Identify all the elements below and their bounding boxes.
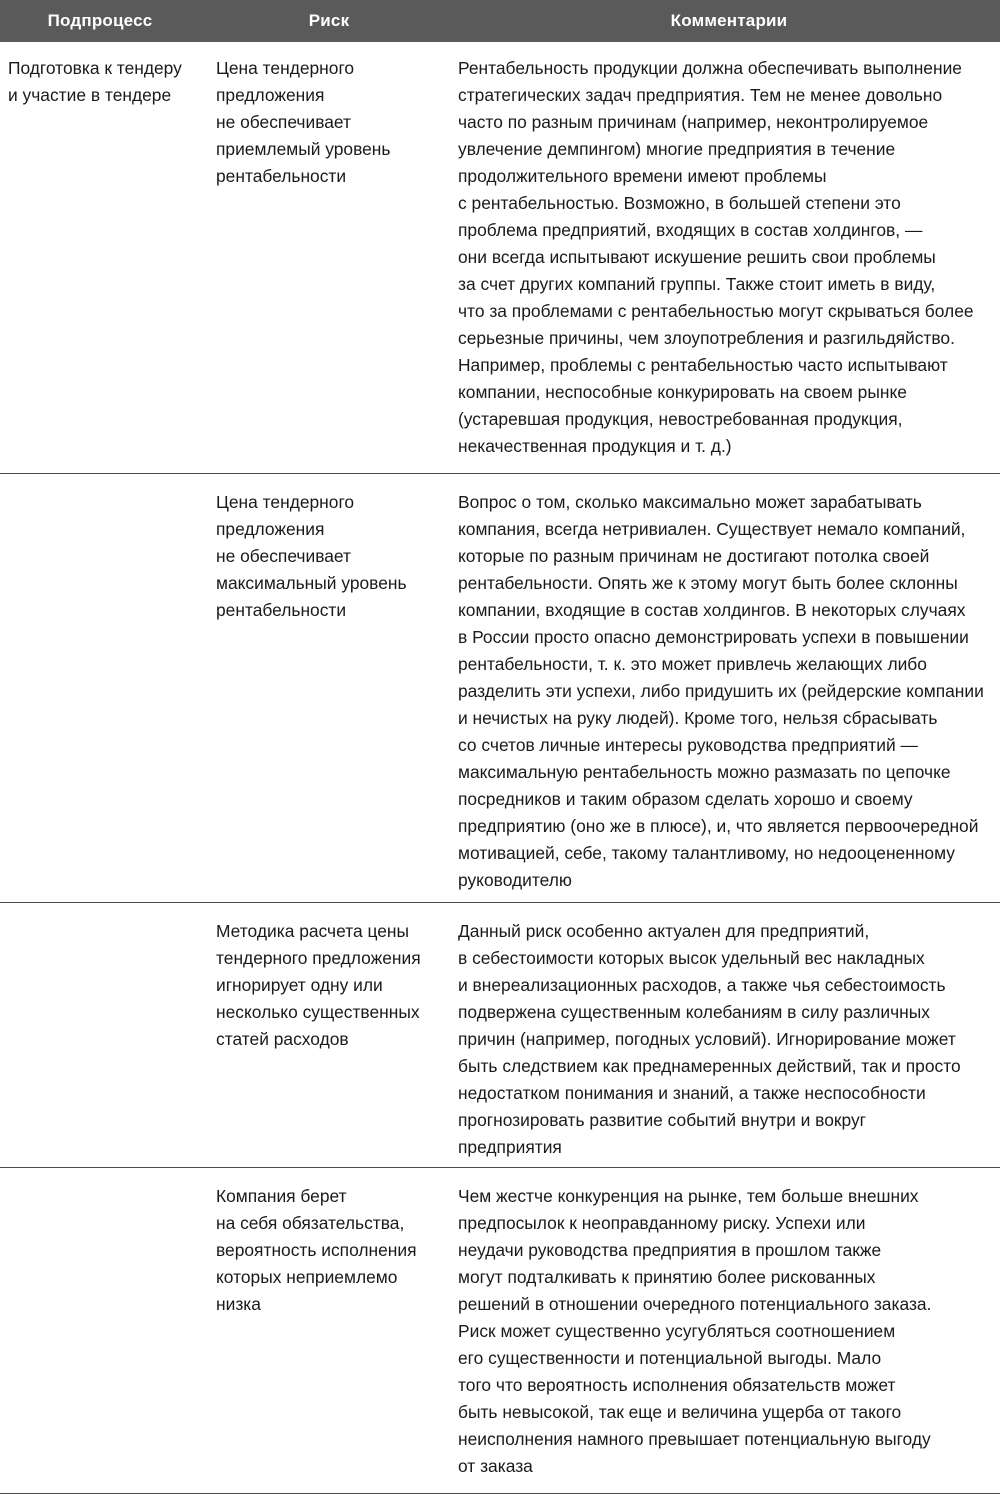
cell-text-line: предприятия — [458, 1137, 562, 1157]
cell-text-line: не обеспечивает — [216, 112, 351, 132]
cell-text-line: и участие в тендере — [8, 85, 172, 105]
cell-text-line: мотивацией, себе, такому талантливому, но недооцененному — [458, 843, 955, 863]
cell-text-line: Цена тендерного — [216, 58, 355, 78]
cell-text-line: Подготовка к тендеру — [8, 58, 182, 78]
cell-text-line: Чем жестче конкуренция на рынке, тем больше внешних — [458, 1186, 919, 1206]
cell-text-line: Компания берет — [216, 1186, 347, 1206]
cell-text-line: и внереализационных расходов, а также чья себестоимость — [458, 975, 946, 995]
header-comments: Комментарии — [670, 11, 788, 30]
cell-text-line: Методика расчета цены — [216, 921, 410, 941]
cell-text-line: неудачи руководства предприятия в прошлом также — [458, 1240, 882, 1260]
cell-text-line: максимальный уровень — [216, 573, 407, 593]
cell-text-line: вероятность исполнения — [216, 1240, 417, 1260]
risk-cell — [200, 918, 458, 1167]
cell-text-line: не обеспечивает — [216, 546, 351, 566]
cell-text-line: на себя обязательства, — [216, 1213, 405, 1233]
cell-text-line: приемлемый уровень — [216, 139, 391, 159]
cell-text-line: предпосылок к неоправданному риску. Успехи или — [458, 1213, 866, 1233]
cell-text-line: компании, неспособные конкурировать на своем рынке — [458, 382, 907, 402]
comments-cell — [458, 55, 1000, 473]
cell-text-line: часто по разным причинам (например, неконтролируемое — [458, 112, 929, 132]
cell-text-line: проблема предприятий, входящих в состав холдингов, — — [458, 220, 923, 240]
cell-text-line: которые по разным причинам не достигают потолка своей — [458, 546, 930, 566]
cell-text-line: тендерного предложения — [216, 948, 421, 968]
cell-text-line: посредников и таким образом сделать хорошо и своему — [458, 789, 913, 809]
risk-cell — [200, 489, 458, 902]
cell-text-line: некачественная продукция и т. д.) — [458, 436, 732, 456]
cell-text-line: компании, входящие в состав холдингов. В некоторых случаях — [458, 600, 966, 620]
subprocess-cell — [0, 55, 200, 473]
cell-text-line: рентабельности, т. к. это может привлечь желающих либо — [458, 654, 927, 674]
cell-text-line: быть следствием как преднамеренных действий, так и просто — [458, 1056, 961, 1076]
header-risk: Риск — [308, 11, 350, 30]
cell-text-line: рентабельности. Опять же к этому могут быть более склонны — [458, 573, 958, 593]
cell-text-line: статей расходов — [216, 1029, 349, 1049]
cell-text-line: в себестоимости которых высок удельный вес накладных — [458, 948, 925, 968]
cell-text-line: Цена тендерного — [216, 492, 355, 512]
cell-text-line: причин (например, погодных условий). Игнорирование может — [458, 1029, 956, 1049]
cell-text-line: решений в отношении очередного потенциального заказа. — [458, 1294, 932, 1314]
cell-text-line: Риск может существенно усугубляться соотношением — [458, 1321, 896, 1341]
cell-text-line: предприятию (оно же в плюсе), и, что является первоочередной — [458, 816, 979, 836]
cell-text-line: они всегда испытывают искушение решить свои проблемы — [458, 247, 936, 267]
cell-text-line: с рентабельностью. Возможно, в большей степени это — [458, 193, 901, 213]
subprocess-cell — [0, 489, 200, 902]
comments-cell — [458, 489, 1000, 902]
risk-cell — [200, 1183, 458, 1493]
header-subprocess: Подпроцесс — [47, 11, 153, 30]
table-row — [0, 474, 1000, 903]
cell-text-line: компания, всегда нетривиален. Существует немало компаний, — [458, 519, 966, 539]
cell-text-line: в России просто опасно демонстрировать успехи в повышении — [458, 627, 969, 647]
table-header — [0, 0, 1000, 42]
subprocess-cell — [0, 918, 200, 1167]
cell-text-line: Вопрос о том, сколько максимально может зарабатывать — [458, 492, 922, 512]
cell-text-line: предложения — [216, 85, 325, 105]
table-row — [0, 42, 1000, 474]
cell-text-line: игнорирует одну или — [216, 975, 383, 995]
cell-text-line: предложения — [216, 519, 325, 539]
subprocess-cell — [0, 1183, 200, 1493]
cell-text-line: неисполнения намного превышает потенциальную выгоду — [458, 1429, 931, 1449]
cell-text-line: прогнозировать развитие событий внутри и вокруг — [458, 1110, 867, 1130]
cell-text-line: максимальную рентабельность можно размазать по цепочке — [458, 762, 951, 782]
cell-text-line: увлечение демпингом) многие предприятия в течение — [458, 139, 896, 159]
cell-text-line: стратегических задач предприятия. Тем не менее довольно — [458, 85, 943, 105]
cell-text-line: продолжительного времени имеют проблемы — [458, 166, 827, 186]
cell-text-line: со счетов личные интересы руководства предприятий — — [458, 735, 918, 755]
cell-text-line: которых неприемлемо — [216, 1267, 398, 1287]
cell-text-line: за счет других компаний группы. Также стоит иметь в виду, — [458, 274, 936, 294]
cell-text-line: руководителю — [458, 870, 572, 890]
cell-text-line: Например, проблемы с рентабельностью часто испытывают — [458, 355, 948, 375]
cell-text-line: рентабельности — [216, 166, 347, 186]
cell-text-line: Данный риск особенно актуален для предприятий, — [458, 921, 870, 941]
comments-cell — [458, 918, 1000, 1167]
cell-text-line: разделить эти успехи, либо придушить их (рейдерские компании — [458, 681, 984, 701]
table-row — [0, 1168, 1000, 1494]
cell-text-line: несколько существенных — [216, 1002, 420, 1022]
cell-text-line: от заказа — [458, 1456, 533, 1476]
cell-text-line: (устаревшая продукция, невостребованная продукция, — [458, 409, 903, 429]
cell-text-line: Рентабельность продукции должна обеспечивать выполнение — [458, 58, 962, 78]
cell-text-line: его существенности и потенциальной выгоды. Мало — [458, 1348, 882, 1368]
cell-text-line: недостатком понимания и знаний, а также неспособности — [458, 1083, 926, 1103]
cell-text-line: и нечистых на руку людей). Кроме того, нельзя сбрасывать — [458, 708, 938, 728]
cell-text-line: подвержена существенным колебаниям в силу различных — [458, 1002, 930, 1022]
risk-cell — [200, 55, 458, 473]
cell-text-line: что за проблемами с рентабельностью могут скрываться более — [458, 301, 974, 321]
cell-text-line: того что вероятность исполнения обязательств может — [458, 1375, 896, 1395]
table-row — [0, 903, 1000, 1168]
cell-text-line: серьезные причины, чем злоупотребления и разгильдяйство. — [458, 328, 955, 348]
cell-text-line: быть невысокой, так еще и величина ущерба от такого — [458, 1402, 902, 1422]
cell-text-line: могут подталкивать к принятию более рискованных — [458, 1267, 876, 1287]
cell-text-line: рентабельности — [216, 600, 347, 620]
cell-text-line: низка — [216, 1294, 261, 1314]
comments-cell — [458, 1183, 1000, 1493]
